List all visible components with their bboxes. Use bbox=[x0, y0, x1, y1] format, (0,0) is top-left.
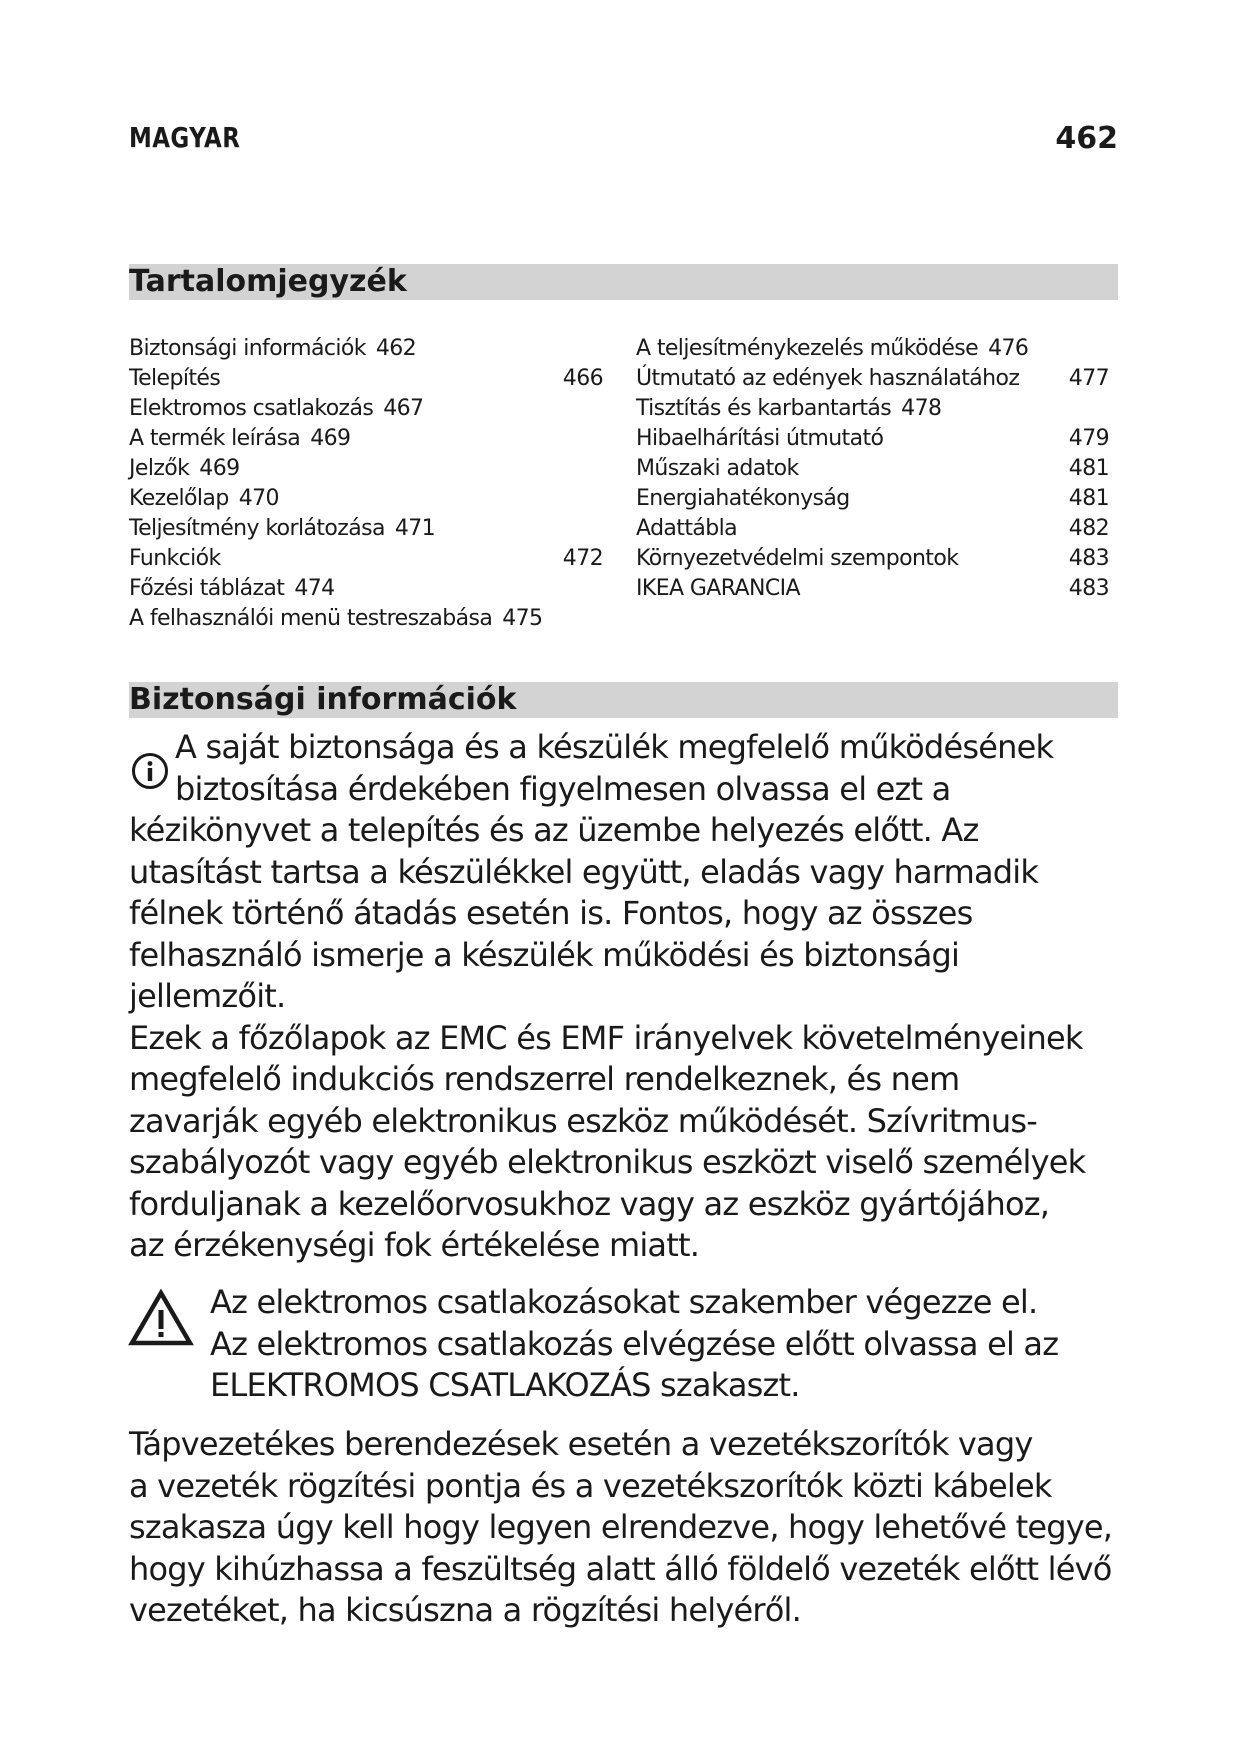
toc-entry[interactable] bbox=[129, 334, 603, 364]
toc-entry-page: 481 bbox=[1068, 456, 1109, 481]
header-language: MAGYAR bbox=[129, 121, 241, 154]
toc-entry[interactable] bbox=[129, 484, 603, 514]
toc-entry-page: 467 bbox=[383, 396, 424, 421]
toc-entry-page: 462 bbox=[375, 336, 417, 361]
toc-entry-label: Kezelőlap bbox=[129, 486, 229, 511]
cable-line: a vezeték rögzítési pontja és a vezetékszorítók közti kábelek bbox=[129, 1466, 1052, 1505]
safety-title: Biztonsági információk bbox=[129, 682, 517, 717]
toc-entry[interactable] bbox=[636, 544, 1109, 574]
header-page-number: 462 bbox=[1055, 121, 1118, 156]
toc-entry[interactable] bbox=[129, 604, 603, 634]
toc-entry-page: 472 bbox=[562, 546, 603, 571]
intro-line: jellemzőit. bbox=[129, 977, 286, 1015]
toc-entry-label: Főzési táblázat bbox=[129, 576, 285, 601]
emc-line: szabályozót vagy egyéb elektronikus eszközt viselő személyek bbox=[129, 1143, 1086, 1181]
toc-left-column bbox=[129, 334, 603, 634]
toc-entry[interactable] bbox=[129, 424, 603, 454]
toc-entry[interactable] bbox=[636, 334, 1109, 364]
toc-right-column bbox=[636, 334, 1109, 604]
cable-line: vezetéket, ha kicsúszna a rögzítési helyéről. bbox=[129, 1591, 801, 1629]
warning-line: Az elektromos csatlakozás elvégzése előtt olvassa el az bbox=[210, 1324, 1059, 1363]
toc-entry-page: 482 bbox=[1068, 516, 1109, 541]
intro-line: kézikönyvet a telepítés és az üzembe helyezés előtt. Az bbox=[129, 811, 979, 849]
toc-entry-page: 477 bbox=[1068, 366, 1109, 391]
toc-entry-label: A teljesítménykezelés működése bbox=[636, 336, 979, 361]
toc-entry[interactable] bbox=[129, 574, 603, 604]
toc-entry-page: 474 bbox=[294, 576, 335, 601]
toc-entry-page: 483 bbox=[1068, 546, 1109, 571]
toc-entry[interactable] bbox=[636, 424, 1109, 454]
toc-entry[interactable] bbox=[129, 364, 603, 394]
emc-line: Ezek a főzőlapok az EMC és EMF irányelvek követelményeinek bbox=[129, 1018, 1083, 1057]
toc-entry[interactable] bbox=[129, 544, 603, 574]
toc-title: Tartalomjegyzék bbox=[129, 264, 407, 299]
toc-entry[interactable] bbox=[636, 484, 1109, 514]
toc-entry-label: Funkciók bbox=[129, 546, 221, 571]
toc-entry-page: 471 bbox=[394, 516, 436, 541]
intro-line: biztosítása érdekében figyelmesen olvassa el ezt a bbox=[175, 769, 951, 808]
toc-entry-label: IKEA GARANCIA bbox=[636, 576, 800, 601]
toc-entry[interactable] bbox=[636, 514, 1109, 544]
toc-entry-page: 469 bbox=[310, 426, 351, 451]
toc-entry-label: Teljesítmény korlátozása bbox=[129, 516, 385, 541]
toc-entry-page: 479 bbox=[1068, 426, 1109, 451]
intro-line: félnek történő átadás esetén is. Fontos, hogy az összes bbox=[129, 894, 973, 932]
intro-line: utasítást tartsa a készülékkel együtt, eladás vagy harmadik bbox=[129, 852, 1039, 891]
toc-entry-page: 466 bbox=[562, 366, 603, 391]
emc-line: megfelelő indukciós rendszerrel rendelkeznek, és nem bbox=[129, 1060, 960, 1098]
toc-entry-page: 476 bbox=[988, 336, 1029, 361]
toc-entry-page: 475 bbox=[502, 606, 543, 631]
safety-intro-paragraph bbox=[129, 727, 1119, 1267]
warning-triangle-icon bbox=[128, 1289, 194, 1347]
toc-entry-label: A felhasználói menü testreszabása bbox=[129, 606, 493, 631]
warning-line: Az elektromos csatlakozásokat szakember végezze el. bbox=[210, 1283, 1038, 1321]
toc-entry[interactable] bbox=[636, 364, 1109, 394]
cable-paragraph bbox=[129, 1424, 1119, 1632]
toc-entry-label: Műszaki adatok bbox=[636, 456, 799, 481]
toc-entry-label: A termék leírása bbox=[129, 426, 301, 451]
toc-entry-label: Környezetvédelmi szempontok bbox=[636, 546, 959, 571]
intro-line: felhasználó ismerje a készülék működési és biztonsági bbox=[129, 935, 960, 974]
toc-entry-page: 481 bbox=[1068, 486, 1109, 511]
toc-entry-page: 483 bbox=[1068, 576, 1109, 601]
cable-line: szakasza úgy kell hogy legyen elrendezve, hogy lehetővé tegye, bbox=[129, 1508, 1113, 1546]
toc-entry-label: Hibaelhárítási útmutató bbox=[636, 426, 884, 451]
toc-entry-page: 470 bbox=[238, 486, 279, 511]
emc-line: az érzékenységi fok értékelése miatt. bbox=[129, 1226, 700, 1264]
toc-entry-label: Biztonsági információk bbox=[129, 336, 366, 361]
toc-entry-label: Tisztítás és karbantartás bbox=[636, 396, 892, 421]
toc-entry-label: Telepítés bbox=[129, 366, 221, 391]
cable-line: hogy kihúzhassa a feszültség alatt álló földelő vezeték előtt lévő bbox=[129, 1549, 1112, 1588]
toc-entry-label: Adattábla bbox=[636, 516, 738, 541]
electrical-warning bbox=[210, 1282, 1110, 1407]
toc-entry-label: Energiahatékonyság bbox=[636, 486, 850, 511]
toc-entry[interactable] bbox=[636, 574, 1109, 604]
toc-entry-label: Jelzők bbox=[129, 456, 190, 481]
toc-entry-page: 469 bbox=[199, 456, 240, 481]
toc-entry[interactable] bbox=[129, 514, 603, 544]
toc-entry-page: 478 bbox=[901, 396, 942, 421]
toc-entry[interactable] bbox=[129, 394, 603, 424]
toc-entry-label: Útmutató az edények használatához bbox=[636, 366, 1020, 391]
toc-entry[interactable] bbox=[636, 454, 1109, 484]
emc-line: zavarják egyéb elektronikus eszköz működését. Szívritmus- bbox=[129, 1101, 1038, 1140]
intro-line: A saját biztonsága és a készülék megfelelő működésének bbox=[175, 728, 1054, 766]
warning-line: ELEKTROMOS CSATLAKOZÁS szakaszt. bbox=[210, 1366, 800, 1404]
cable-line: Tápvezetékes berendezések esetén a vezetékszorítók vagy bbox=[129, 1425, 1033, 1463]
toc-entry-label: Elektromos csatlakozás bbox=[129, 396, 374, 421]
emc-line: forduljanak a kezelőorvosukhoz vagy az eszköz gyártójához, bbox=[129, 1184, 1050, 1223]
toc-entry[interactable] bbox=[636, 394, 1109, 424]
toc-entry[interactable] bbox=[129, 454, 603, 484]
